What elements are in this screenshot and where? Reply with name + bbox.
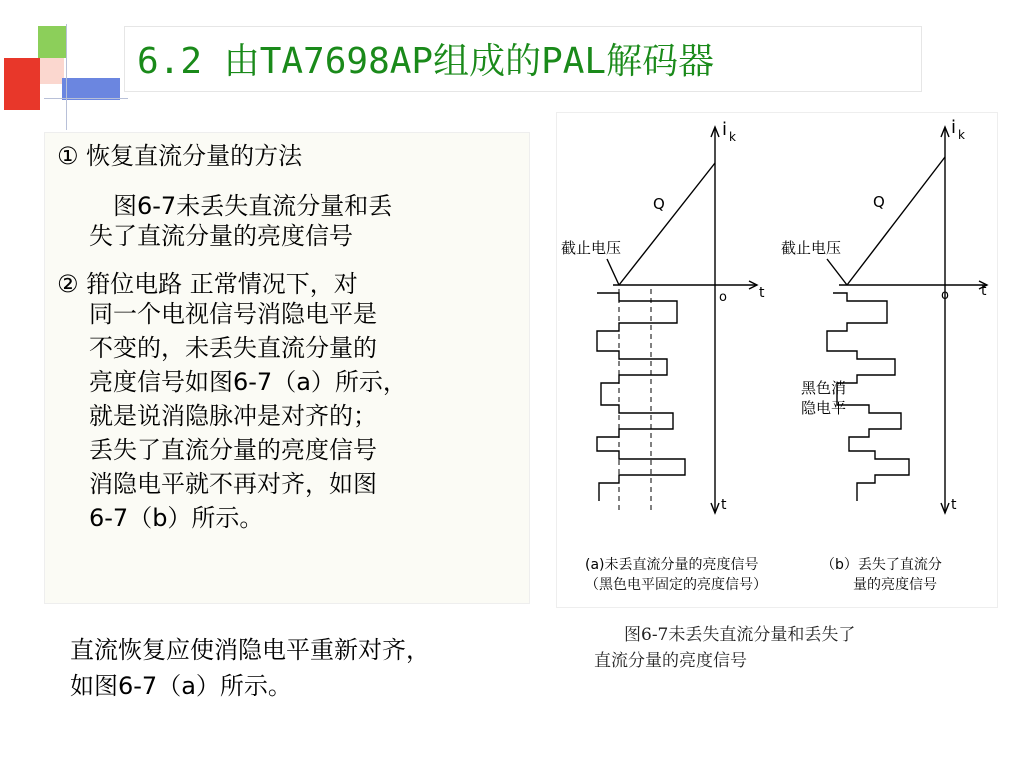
item-2-line: 同一个电视信号消隐电平是 [89, 300, 377, 328]
decor-horizontal-line [44, 98, 128, 99]
item-2-line: 亮度信号如图6-7（a）所示， [89, 368, 407, 396]
title-box [124, 26, 922, 92]
right-t-bottom-label: t [951, 497, 957, 513]
right-luminance-signal [827, 293, 909, 501]
left-zero-label: o [719, 290, 727, 305]
figure-caption-line-1: 图6-7未丢失直流分量和丢失了 [624, 625, 856, 645]
decor-blue-bar [62, 78, 120, 100]
caption-b-line-2: 量的亮度信号 [853, 577, 937, 593]
right-ik-subscript: k [958, 128, 965, 142]
figure-diagram [557, 113, 997, 607]
decor-pink-square [40, 58, 64, 84]
left-characteristic [619, 163, 715, 285]
black-level-label-1: 黑色消 [801, 379, 847, 397]
page-title: 6.2 由TA7698AP组成的PAL解码器 [137, 41, 715, 82]
decor-vertical-line [66, 24, 67, 130]
decor-red-square [4, 58, 40, 110]
right-t-label: t [981, 283, 987, 299]
item-2-heading: ② 箝位电路 正常情况下，对 [57, 270, 358, 298]
black-level-label-2: 隐电平 [801, 399, 847, 417]
left-t-bottom-label: t [721, 497, 727, 513]
decor-green-square [38, 26, 66, 58]
right-cutoff-label: 截止电压 [781, 239, 842, 257]
left-q-label: Q [653, 195, 665, 213]
figure-reference-line-2: 失了直流分量的亮度信号 [89, 222, 353, 250]
left-cutoff-label: 截止电压 [561, 239, 622, 257]
left-luminance-signal [597, 293, 685, 501]
caption-b-line-1: （b）丢失了直流分 [821, 557, 942, 573]
bottom-note-line-1: 直流恢复应使消隐电平重新对齐， [70, 636, 430, 664]
item-2-line: 消隐电平就不再对齐，如图 [89, 470, 377, 498]
item-1-heading: ① 恢复直流分量的方法 [57, 142, 303, 170]
right-cutoff-leader [827, 259, 847, 285]
bottom-note-line-2: 如图6-7（a）所示。 [70, 672, 292, 700]
figure-caption [594, 622, 855, 674]
right-zero-label: o [941, 288, 949, 303]
item-2-line: 6-7（b）所示。 [89, 504, 264, 532]
text-panel [44, 132, 530, 604]
item-2-line: 丢失了直流分量的亮度信号 [89, 436, 377, 464]
item-2-line: 不变的，未丢失直流分量的 [89, 334, 377, 362]
figure-panel [556, 112, 998, 608]
caption-a-line-1: (a)未丢直流分量的亮度信号 [585, 557, 759, 573]
left-cutoff-leader [607, 259, 619, 285]
caption-a-line-2: （黑色电平固定的亮度信号） [585, 577, 767, 593]
right-characteristic [847, 157, 945, 285]
right-q-label: Q [873, 193, 885, 211]
item-2-line: 就是说消隐脉冲是对齐的； [89, 402, 377, 430]
figure-caption-line-2: 直流分量的亮度信号 [594, 651, 747, 671]
figure-reference-line-1: 图6-7未丢失直流分量和丢 [113, 192, 393, 220]
left-ik-subscript: k [729, 130, 736, 144]
left-t-label: t [759, 285, 765, 301]
right-ik-label: i [951, 117, 957, 138]
bottom-note [70, 632, 430, 704]
left-ik-label: i [722, 119, 728, 140]
